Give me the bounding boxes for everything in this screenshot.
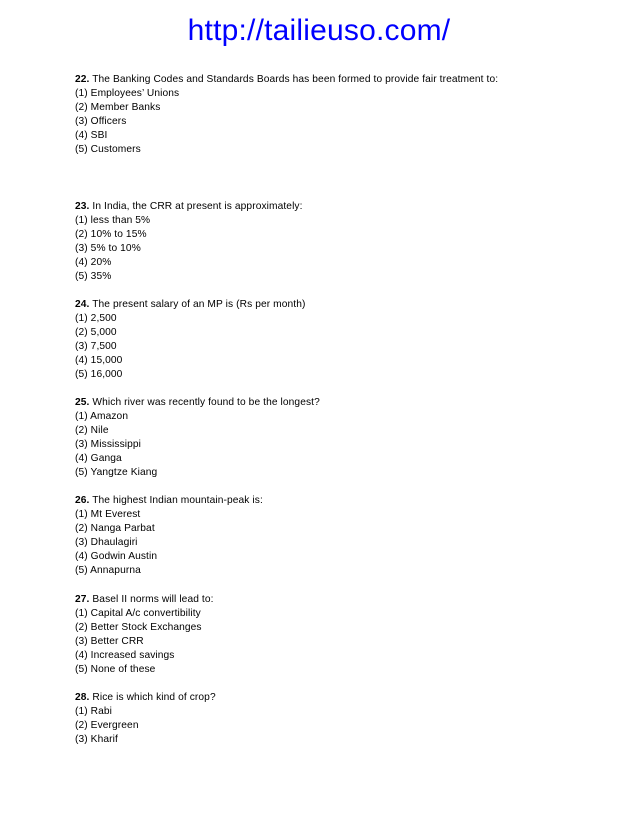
option-4: (4) SBI: [75, 130, 108, 141]
question-text: The Banking Codes and Standards Boards has been formed to provide fair treatment to:: [92, 74, 499, 85]
option-3: (3) 7,500: [75, 341, 117, 352]
option-1: (1) Rabi: [75, 706, 113, 717]
option-4: (4) Ganga: [75, 453, 122, 464]
question-26: [75, 494, 615, 578]
question-text-line: [75, 396, 615, 410]
option-3: (3) Dhaulagiri: [75, 537, 138, 548]
question-text: Basel II norms will lead to:: [92, 594, 214, 605]
option-5: (5) 35%: [75, 271, 112, 282]
question-28: [75, 691, 615, 747]
option-5: (5) Customers: [75, 144, 141, 155]
question-number: 24.: [75, 299, 90, 310]
question-23: [75, 200, 615, 284]
option-1: (1) Mt Everest: [75, 509, 141, 520]
option-5: (5) 16,000: [75, 369, 123, 380]
option-1: (1) Capital A/c convertibility: [75, 608, 201, 619]
site-url-link[interactable]: http://tailieuso.com/: [187, 14, 451, 47]
question-text: Rice is which kind of crop?: [92, 692, 216, 703]
option-2: (2) Member Banks: [75, 102, 161, 113]
option-3: (3) Mississippi: [75, 439, 142, 450]
option-5: (5) None of these: [75, 664, 156, 675]
option-4: (4) Increased savings: [75, 650, 175, 661]
question-text-line: [75, 593, 615, 607]
question-text-line: [75, 494, 615, 508]
question-text: The highest Indian mountain-peak is:: [92, 495, 263, 506]
option-1: (1) Amazon: [75, 411, 129, 422]
option-2: (2) Nile: [75, 425, 109, 436]
option-5: (5) Yangtze Kiang: [75, 467, 158, 478]
question-number: 23.: [75, 201, 90, 212]
question-number: 28.: [75, 692, 90, 703]
option-4: (4) 15,000: [75, 355, 123, 366]
option-1: (1) 2,500: [75, 313, 117, 324]
option-4: (4) Godwin Austin: [75, 551, 158, 562]
question-text: In India, the CRR at present is approximately:: [92, 201, 303, 212]
option-3: (3) 5% to 10%: [75, 243, 141, 254]
option-2: (2) Better Stock Exchanges: [75, 622, 202, 633]
option-2: (2) 5,000: [75, 327, 117, 338]
question-24: [75, 298, 615, 382]
question-27: [75, 593, 615, 677]
option-3: (3) Officers: [75, 116, 127, 127]
question-25: [75, 396, 615, 480]
question-22: [75, 73, 615, 157]
question-text: Which river was recently found to be the longest?: [92, 397, 320, 408]
question-number: 22.: [75, 74, 90, 85]
question-number: 27.: [75, 594, 90, 605]
question-number: 26.: [75, 495, 90, 506]
question-text-line: [75, 200, 615, 214]
option-4: (4) 20%: [75, 257, 112, 268]
option-3: (3) Better CRR: [75, 636, 144, 647]
option-1: (1) less than 5%: [75, 215, 151, 226]
option-3: (3) Kharif: [75, 734, 118, 745]
question-text: The present salary of an MP is (Rs per month): [92, 299, 306, 310]
option-1: (1) Employees’ Unions: [75, 88, 180, 99]
question-number: 25.: [75, 397, 90, 408]
question-text-line: [75, 73, 615, 87]
question-text-line: [75, 691, 615, 705]
question-text-line: [75, 298, 615, 312]
option-2: (2) Evergreen: [75, 720, 139, 731]
option-5: (5) Annapurna: [75, 565, 141, 576]
option-2: (2) 10% to 15%: [75, 229, 147, 240]
option-2: (2) Nanga Parbat: [75, 523, 155, 534]
